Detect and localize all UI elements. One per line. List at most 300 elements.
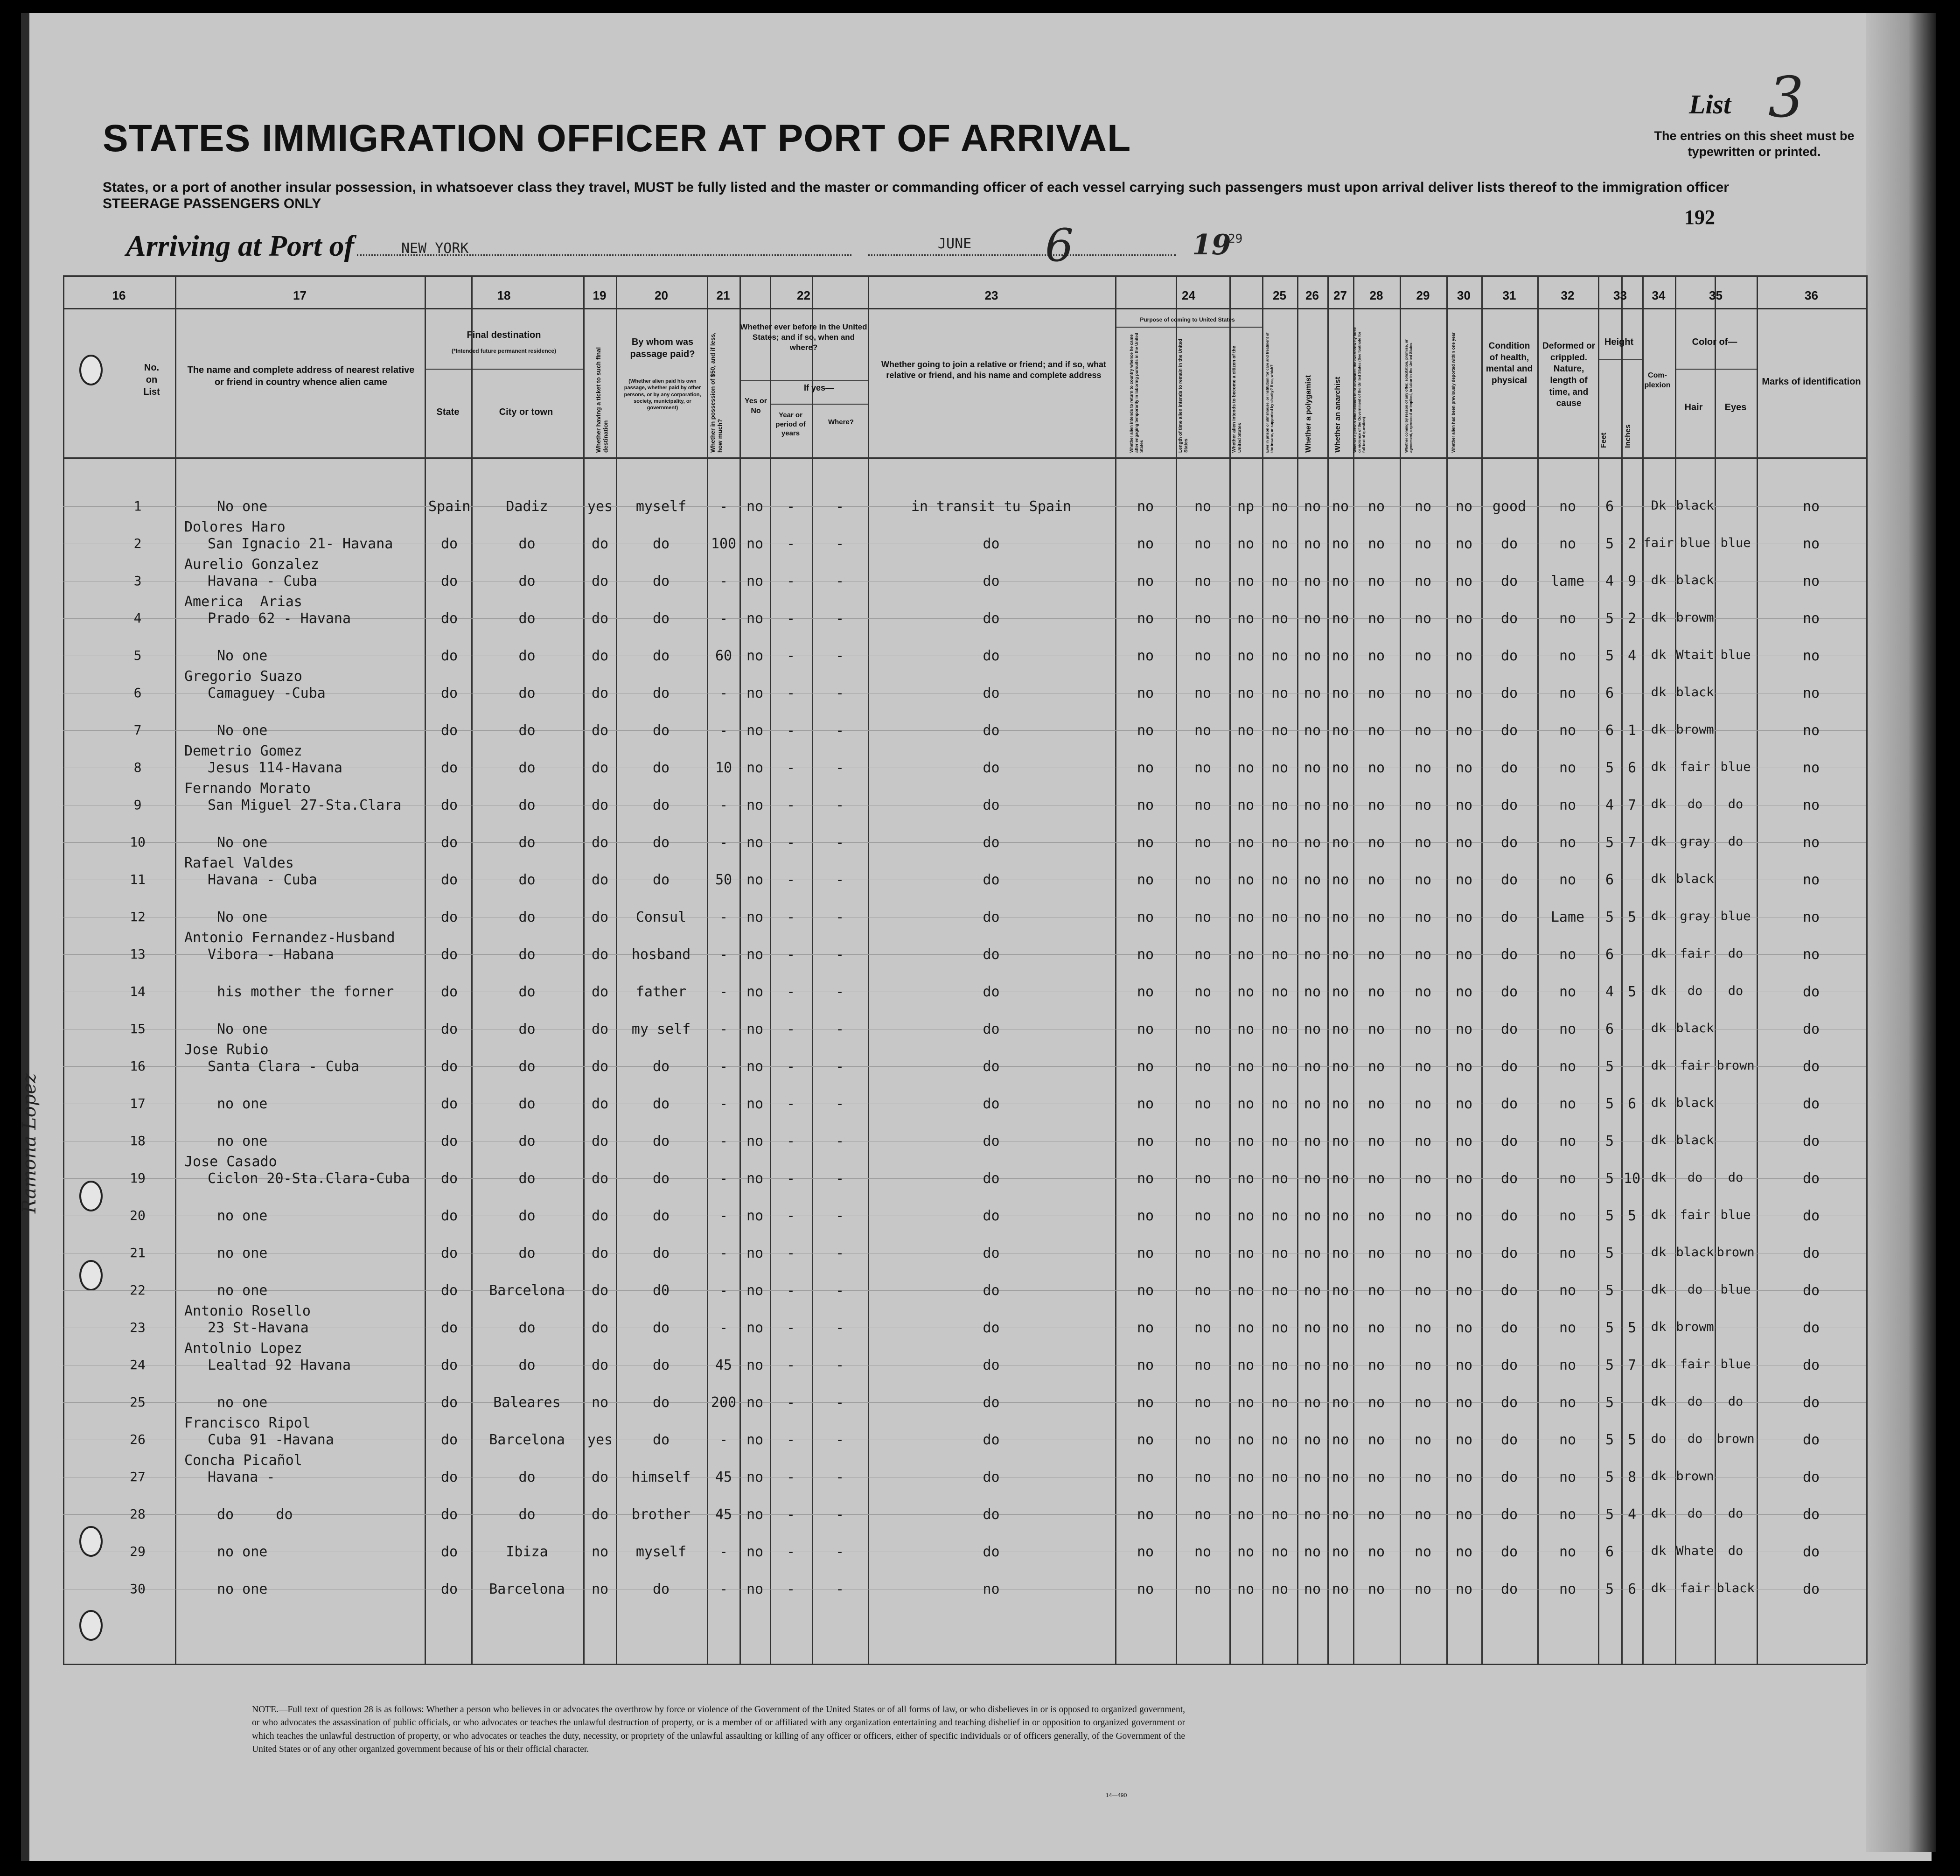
cell-hair: browm bbox=[1676, 722, 1714, 737]
cell-eyes: blue bbox=[1720, 909, 1751, 924]
cell-c28: no bbox=[1367, 722, 1385, 739]
cell-c28: no bbox=[1367, 984, 1385, 1000]
cell-c29: no bbox=[1414, 1432, 1432, 1448]
cell-prison: no bbox=[1271, 909, 1289, 925]
cell-anar: no bbox=[1332, 1282, 1349, 1299]
cell-paid: do bbox=[652, 1096, 670, 1112]
cell-c30: no bbox=[1455, 1208, 1473, 1224]
cell-hair: do bbox=[1687, 984, 1703, 998]
cell-yn: no bbox=[746, 1357, 764, 1373]
column-number: 36 bbox=[1805, 288, 1818, 302]
cell-c28: no bbox=[1367, 760, 1385, 776]
cell-hair: black bbox=[1676, 872, 1714, 886]
cell-deform: no bbox=[1559, 1058, 1576, 1075]
cell-deform: no bbox=[1559, 1394, 1576, 1411]
header-relative: The name and complete address of nearest relative or friend in country whence alien came bbox=[187, 365, 415, 387]
cell-c28: no bbox=[1367, 946, 1385, 963]
cell-wh: - bbox=[835, 1058, 844, 1075]
cell-join: do bbox=[983, 1544, 1000, 1560]
cell-money: - bbox=[719, 1544, 728, 1560]
cell-no: 5 bbox=[133, 648, 142, 663]
cell-rel2: Camaguey -Cuba bbox=[208, 685, 326, 701]
column-number: 32 bbox=[1561, 288, 1575, 302]
cell-ticket: do bbox=[591, 1208, 609, 1224]
cell-p2: no bbox=[1194, 610, 1212, 627]
cell-p2: no bbox=[1194, 1282, 1212, 1299]
cell-c28: no bbox=[1367, 1021, 1385, 1037]
cell-no: 13 bbox=[130, 946, 146, 962]
cell-deform: no bbox=[1559, 722, 1576, 739]
form-number: 14—490 bbox=[1106, 1792, 1127, 1799]
cell-ft: 4 bbox=[1605, 797, 1614, 813]
cell-city: do bbox=[518, 872, 536, 888]
cell-hair: browm bbox=[1676, 610, 1714, 625]
cell-in: 6 bbox=[1627, 1096, 1637, 1112]
cell-c29: no bbox=[1414, 1544, 1432, 1560]
cell-p2: no bbox=[1194, 536, 1212, 552]
cell-hair: brown bbox=[1676, 1469, 1714, 1484]
cell-ticket: do bbox=[591, 1320, 609, 1336]
cell-health: do bbox=[1500, 1282, 1518, 1299]
punch-hole bbox=[79, 1526, 103, 1557]
cell-marks: do bbox=[1802, 1432, 1820, 1448]
cell-anar: no bbox=[1332, 1170, 1349, 1187]
cell-p2: no bbox=[1194, 834, 1212, 851]
header-polygamist: Whether a polygamist bbox=[1304, 375, 1312, 453]
cell-c28: no bbox=[1367, 1581, 1385, 1597]
cell-health: do bbox=[1500, 685, 1518, 701]
cell-city: do bbox=[518, 722, 536, 739]
column-number: 24 bbox=[1182, 288, 1195, 302]
cell-health: do bbox=[1500, 946, 1518, 963]
cell-city: Baleares bbox=[493, 1394, 561, 1411]
cell-no: 11 bbox=[130, 872, 146, 887]
cell-yn: no bbox=[746, 1096, 764, 1112]
cell-marks: do bbox=[1802, 1357, 1820, 1373]
cell-paid: do bbox=[652, 722, 670, 739]
cell-ft: 5 bbox=[1605, 1581, 1614, 1597]
cell-c30: no bbox=[1455, 722, 1473, 739]
cell-join: do bbox=[983, 1021, 1000, 1037]
cell-no: 14 bbox=[130, 984, 146, 999]
cell-rel1: Jose Casado bbox=[184, 1154, 277, 1170]
list-label: List bbox=[1689, 89, 1731, 119]
cell-money: - bbox=[719, 984, 728, 1000]
cell-rel1: Jose Rubio bbox=[184, 1042, 269, 1058]
cell-c28: no bbox=[1367, 834, 1385, 851]
year-suffix: 29 bbox=[1228, 232, 1243, 246]
cell-c28: no bbox=[1367, 685, 1385, 701]
cell-eyes: black bbox=[1716, 1581, 1755, 1596]
cell-p1: no bbox=[1137, 1096, 1154, 1112]
cell-marks: do bbox=[1802, 1282, 1820, 1299]
cell-p3: no bbox=[1237, 1357, 1255, 1373]
cell-join: do bbox=[983, 1394, 1000, 1411]
cell-no: 28 bbox=[130, 1506, 146, 1522]
cell-rel2: no one bbox=[217, 1133, 268, 1149]
cell-anar: no bbox=[1332, 872, 1349, 888]
cell-state: do bbox=[440, 1170, 458, 1187]
cell-ft: 5 bbox=[1605, 760, 1614, 776]
cell-p3: no bbox=[1237, 722, 1255, 739]
cell-anar: no bbox=[1332, 1432, 1349, 1448]
cell-p3: no bbox=[1237, 573, 1255, 589]
cell-deform: no bbox=[1559, 1544, 1576, 1560]
header-where: Where? bbox=[828, 418, 854, 426]
cell-comp: dk bbox=[1651, 1581, 1667, 1596]
cell-ticket: do bbox=[591, 984, 609, 1000]
cell-p2: no bbox=[1194, 797, 1212, 813]
cell-city: Dadiz bbox=[506, 498, 548, 515]
cell-city: Barcelona bbox=[489, 1581, 565, 1597]
cell-comp: dk bbox=[1651, 1469, 1667, 1484]
cell-ft: 5 bbox=[1605, 1208, 1614, 1224]
header-offer: Whether coming by reason of any offer, solicitation, promise, or agreement, expressed or implied, to labor in the United States bbox=[1404, 339, 1413, 453]
cell-no: 24 bbox=[130, 1357, 146, 1372]
header-if-yes: If yes— bbox=[803, 383, 834, 392]
cell-prison: no bbox=[1271, 760, 1289, 776]
punch-hole bbox=[79, 1181, 103, 1211]
cell-anar: no bbox=[1332, 760, 1349, 776]
cell-prison: no bbox=[1271, 685, 1289, 701]
cell-deform: no bbox=[1559, 1133, 1576, 1149]
cell-c28: no bbox=[1367, 1245, 1385, 1261]
cell-poly: no bbox=[1304, 648, 1321, 664]
cell-city: Barcelona bbox=[489, 1432, 565, 1448]
cell-marks: no bbox=[1802, 872, 1820, 888]
cell-join: do bbox=[983, 797, 1000, 813]
cell-prison: no bbox=[1271, 984, 1289, 1000]
cell-c28: no bbox=[1367, 1544, 1385, 1560]
cell-state: do bbox=[440, 1058, 458, 1075]
cell-prison: no bbox=[1271, 834, 1289, 851]
column-number: 19 bbox=[593, 288, 607, 302]
cell-rel2: no one bbox=[217, 1208, 268, 1224]
cell-c30: no bbox=[1455, 1506, 1473, 1523]
cell-p3: no bbox=[1237, 1506, 1255, 1523]
cell-in: 5 bbox=[1627, 1208, 1637, 1224]
cell-money: - bbox=[719, 1320, 728, 1336]
cell-deform: no bbox=[1559, 946, 1576, 963]
cell-c30: no bbox=[1455, 946, 1473, 963]
cell-no: 12 bbox=[130, 909, 146, 924]
cell-health: do bbox=[1500, 1432, 1518, 1448]
cell-anar: no bbox=[1332, 1469, 1349, 1485]
cell-money: - bbox=[719, 909, 728, 925]
cell-yn: no bbox=[746, 722, 764, 739]
header-before-us: Whether ever before in the United States; and if so, when and where? bbox=[740, 322, 867, 352]
cell-city: do bbox=[518, 610, 536, 627]
cell-join: do bbox=[983, 760, 1000, 776]
cell-p1: no bbox=[1137, 1208, 1154, 1224]
cell-money: - bbox=[719, 797, 728, 813]
cell-c30: no bbox=[1455, 685, 1473, 701]
cell-marks: do bbox=[1802, 1506, 1820, 1523]
cell-yr: - bbox=[786, 984, 795, 1000]
cell-deform: no bbox=[1559, 1245, 1576, 1261]
header-purpose-a: Whether alien intends to return to country whence he came after engaging temporarily in laboring pursuits in the United States bbox=[1129, 332, 1144, 453]
cell-c29: no bbox=[1414, 1245, 1432, 1261]
cell-paid: do bbox=[652, 536, 670, 552]
cell-hair: blue bbox=[1680, 536, 1710, 550]
column-number: 35 bbox=[1709, 288, 1723, 302]
cell-health: do bbox=[1500, 1170, 1518, 1187]
cell-join: do bbox=[983, 1282, 1000, 1299]
cell-in: 7 bbox=[1627, 1357, 1637, 1373]
header-city: City or town bbox=[499, 407, 553, 417]
header-prison: Ever in prison or almshouse, or institution for care and treatment of the insane, or supported by charity? If so, which? bbox=[1265, 332, 1274, 453]
cell-paid: my self bbox=[631, 1021, 691, 1037]
cell-rel2: no one bbox=[217, 1245, 268, 1261]
cell-deform: no bbox=[1559, 760, 1576, 776]
cell-in: 8 bbox=[1627, 1469, 1637, 1485]
cell-health: do bbox=[1500, 1544, 1518, 1560]
cell-c29: no bbox=[1414, 1357, 1432, 1373]
cell-yr: - bbox=[786, 1096, 795, 1112]
cell-no: 4 bbox=[133, 610, 142, 626]
cell-poly: no bbox=[1304, 536, 1321, 552]
column-number: 26 bbox=[1305, 288, 1319, 302]
header-money: Whether in possession of $50, and if less, how much? bbox=[709, 332, 724, 453]
sub-header-rule bbox=[770, 404, 868, 405]
cell-deform: no bbox=[1559, 1021, 1576, 1037]
cell-hair: do bbox=[1687, 1394, 1703, 1409]
cell-yr: - bbox=[786, 573, 795, 589]
cell-state: do bbox=[440, 1544, 458, 1560]
cell-p1: no bbox=[1137, 498, 1154, 515]
column-number: 23 bbox=[984, 288, 998, 302]
cell-no: 19 bbox=[130, 1170, 146, 1186]
cell-money: - bbox=[719, 946, 728, 963]
cell-no: 10 bbox=[130, 834, 146, 850]
cell-marks: no bbox=[1802, 760, 1820, 776]
cell-paid: do bbox=[652, 1245, 670, 1261]
cell-prison: no bbox=[1271, 1096, 1289, 1112]
cell-yr: - bbox=[786, 834, 795, 851]
cell-c30: no bbox=[1455, 1170, 1473, 1187]
cell-yn: no bbox=[746, 1544, 764, 1560]
cell-c29: no bbox=[1414, 797, 1432, 813]
cell-ft: 5 bbox=[1605, 1058, 1614, 1075]
cell-marks: no bbox=[1802, 610, 1820, 627]
cell-prison: no bbox=[1271, 1170, 1289, 1187]
cell-no: 6 bbox=[133, 685, 142, 700]
cell-city: do bbox=[518, 685, 536, 701]
cell-c28: no bbox=[1367, 1208, 1385, 1224]
cell-c28: no bbox=[1367, 797, 1385, 813]
cell-paid: myself bbox=[635, 1544, 687, 1560]
year-prefix: 19 bbox=[1192, 229, 1231, 261]
cell-anar: no bbox=[1332, 685, 1349, 701]
cell-state: do bbox=[440, 1506, 458, 1523]
cell-c30: no bbox=[1455, 536, 1473, 552]
cell-in: 10 bbox=[1623, 1170, 1641, 1187]
cell-state: do bbox=[440, 648, 458, 664]
cell-health: do bbox=[1500, 610, 1518, 627]
cell-deform: no bbox=[1559, 536, 1576, 552]
cell-ticket: do bbox=[591, 1170, 609, 1187]
cell-marks: do bbox=[1802, 1469, 1820, 1485]
cell-money: - bbox=[719, 1096, 728, 1112]
cell-rel1: Antonio Rosello bbox=[184, 1303, 311, 1319]
cell-in: 7 bbox=[1627, 834, 1637, 851]
cell-comp: dk bbox=[1651, 722, 1667, 737]
cell-c28: no bbox=[1367, 1357, 1385, 1373]
header-final-destination: Final destination bbox=[467, 330, 541, 340]
cell-prison: no bbox=[1271, 1021, 1289, 1037]
cell-c29: no bbox=[1414, 760, 1432, 776]
cell-eyes: blue bbox=[1720, 1357, 1751, 1372]
cell-comp: dk bbox=[1651, 1170, 1667, 1185]
cell-c30: no bbox=[1455, 648, 1473, 664]
cell-join: do bbox=[983, 1058, 1000, 1075]
header-final-destination-note: (*Intended future permanent residence) bbox=[451, 348, 557, 354]
cell-rel2: San Ignacio 21- Havana bbox=[208, 536, 393, 552]
column-number: 22 bbox=[797, 288, 810, 302]
column-rule bbox=[1757, 275, 1758, 1664]
cell-p2: no bbox=[1194, 498, 1212, 515]
cell-c30: no bbox=[1455, 573, 1473, 589]
column-rule bbox=[1262, 275, 1263, 1664]
cell-p3: no bbox=[1237, 1170, 1255, 1187]
cell-hair: black bbox=[1676, 685, 1714, 700]
cell-comp: dk bbox=[1651, 1506, 1667, 1521]
cell-paid: hosband bbox=[631, 946, 691, 963]
cell-yr: - bbox=[786, 610, 795, 627]
column-rule bbox=[1297, 275, 1298, 1664]
cell-hair: black bbox=[1676, 1133, 1714, 1148]
cell-anar: no bbox=[1332, 610, 1349, 627]
cell-money: 45 bbox=[715, 1469, 732, 1485]
cell-ticket: do bbox=[591, 909, 609, 925]
cell-hair: browm bbox=[1676, 1320, 1714, 1334]
cell-wh: - bbox=[835, 610, 844, 627]
cell-join: do bbox=[983, 536, 1000, 552]
cell-p2: no bbox=[1194, 1021, 1212, 1037]
cell-anar: no bbox=[1332, 834, 1349, 851]
cell-poly: no bbox=[1304, 610, 1321, 627]
cell-no: 29 bbox=[130, 1544, 146, 1559]
cell-yr: - bbox=[786, 909, 795, 925]
cell-prison: no bbox=[1271, 722, 1289, 739]
cell-paid: father bbox=[635, 984, 687, 1000]
cell-hair: black bbox=[1676, 1021, 1714, 1036]
cell-comp: dk bbox=[1651, 648, 1667, 662]
column-rule bbox=[175, 275, 176, 1664]
cell-health: do bbox=[1500, 984, 1518, 1000]
cell-no: 16 bbox=[130, 1058, 146, 1074]
cell-p2: no bbox=[1194, 685, 1212, 701]
cell-marks: no bbox=[1802, 797, 1820, 813]
cell-hair: do bbox=[1687, 1170, 1703, 1185]
cell-join: do bbox=[983, 1469, 1000, 1485]
cell-rel2: Lealtad 92 Havana bbox=[208, 1357, 351, 1373]
cell-c28: no bbox=[1367, 498, 1385, 515]
cell-money: - bbox=[719, 610, 728, 627]
cell-yn: no bbox=[746, 1245, 764, 1261]
printed-year: 192 bbox=[1684, 206, 1715, 229]
column-rule bbox=[1400, 275, 1401, 1664]
cell-comp: fair bbox=[1643, 536, 1674, 550]
cell-p2: no bbox=[1194, 1469, 1212, 1485]
cell-yn: no bbox=[746, 797, 764, 813]
cell-comp: dk bbox=[1651, 797, 1667, 812]
port-value: NEW YORK bbox=[401, 240, 469, 257]
cell-yn: no bbox=[746, 1320, 764, 1336]
cell-join: do bbox=[983, 1245, 1000, 1261]
cell-ticket: do bbox=[591, 722, 609, 739]
cell-money: 45 bbox=[715, 1357, 732, 1373]
cell-city: do bbox=[518, 760, 536, 776]
cell-in: 6 bbox=[1627, 760, 1637, 776]
cell-c29: no bbox=[1414, 1320, 1432, 1336]
cell-city: do bbox=[518, 1133, 536, 1149]
cell-p1: no bbox=[1137, 946, 1154, 963]
cell-in: 6 bbox=[1627, 1581, 1637, 1597]
cell-in: 4 bbox=[1627, 648, 1637, 664]
cell-p3: no bbox=[1237, 1133, 1255, 1149]
cell-yn: no bbox=[746, 648, 764, 664]
cell-wh: - bbox=[835, 1170, 844, 1187]
cell-prison: no bbox=[1271, 1245, 1289, 1261]
cell-in: 1 bbox=[1627, 722, 1637, 739]
cell-deform: no bbox=[1559, 1469, 1576, 1485]
cell-city: do bbox=[518, 1506, 536, 1523]
cell-c30: no bbox=[1455, 1357, 1473, 1373]
cell-state: do bbox=[440, 1357, 458, 1373]
cell-marks: no bbox=[1802, 946, 1820, 963]
cell-comp: dk bbox=[1651, 1208, 1667, 1222]
cell-rel2: No one bbox=[217, 498, 268, 515]
cell-p1: no bbox=[1137, 685, 1154, 701]
cell-ft: 6 bbox=[1605, 872, 1614, 888]
cell-p2: no bbox=[1194, 984, 1212, 1000]
cell-prison: no bbox=[1271, 1058, 1289, 1075]
cell-ft: 5 bbox=[1605, 1096, 1614, 1112]
cell-ticket: do bbox=[591, 946, 609, 963]
cell-rel2: No one bbox=[217, 834, 268, 851]
cell-ft: 5 bbox=[1605, 1320, 1614, 1336]
cell-yn: no bbox=[746, 1394, 764, 1411]
cell-join: do bbox=[983, 834, 1000, 851]
cell-rel2: Ciclon 20-Sta.Clara-Cuba bbox=[208, 1170, 410, 1187]
cell-yn: no bbox=[746, 1432, 764, 1448]
cell-no: 21 bbox=[130, 1245, 146, 1260]
cell-anar: no bbox=[1332, 1208, 1349, 1224]
cell-ticket: do bbox=[591, 536, 609, 552]
cell-eyes: do bbox=[1728, 984, 1744, 998]
cell-yn: no bbox=[746, 872, 764, 888]
cell-rel2: No one bbox=[217, 722, 268, 739]
cell-rel2: Cuba 91 -Havana bbox=[208, 1432, 334, 1448]
cell-p3: no bbox=[1237, 1394, 1255, 1411]
cell-yr: - bbox=[786, 722, 795, 739]
cell-paid: brother bbox=[631, 1506, 691, 1523]
cell-state: do bbox=[440, 834, 458, 851]
cell-health: do bbox=[1500, 872, 1518, 888]
cell-rel2: Havana - Cuba bbox=[208, 872, 317, 888]
cell-c28: no bbox=[1367, 1320, 1385, 1336]
cell-join: do bbox=[983, 984, 1000, 1000]
cell-p3: no bbox=[1237, 946, 1255, 963]
cell-p1: no bbox=[1137, 1469, 1154, 1485]
column-rule bbox=[812, 275, 813, 1664]
cell-wh: - bbox=[835, 685, 844, 701]
cell-c28: no bbox=[1367, 536, 1385, 552]
cell-p3: no bbox=[1237, 872, 1255, 888]
cell-health: do bbox=[1500, 834, 1518, 851]
cell-city: do bbox=[518, 834, 536, 851]
